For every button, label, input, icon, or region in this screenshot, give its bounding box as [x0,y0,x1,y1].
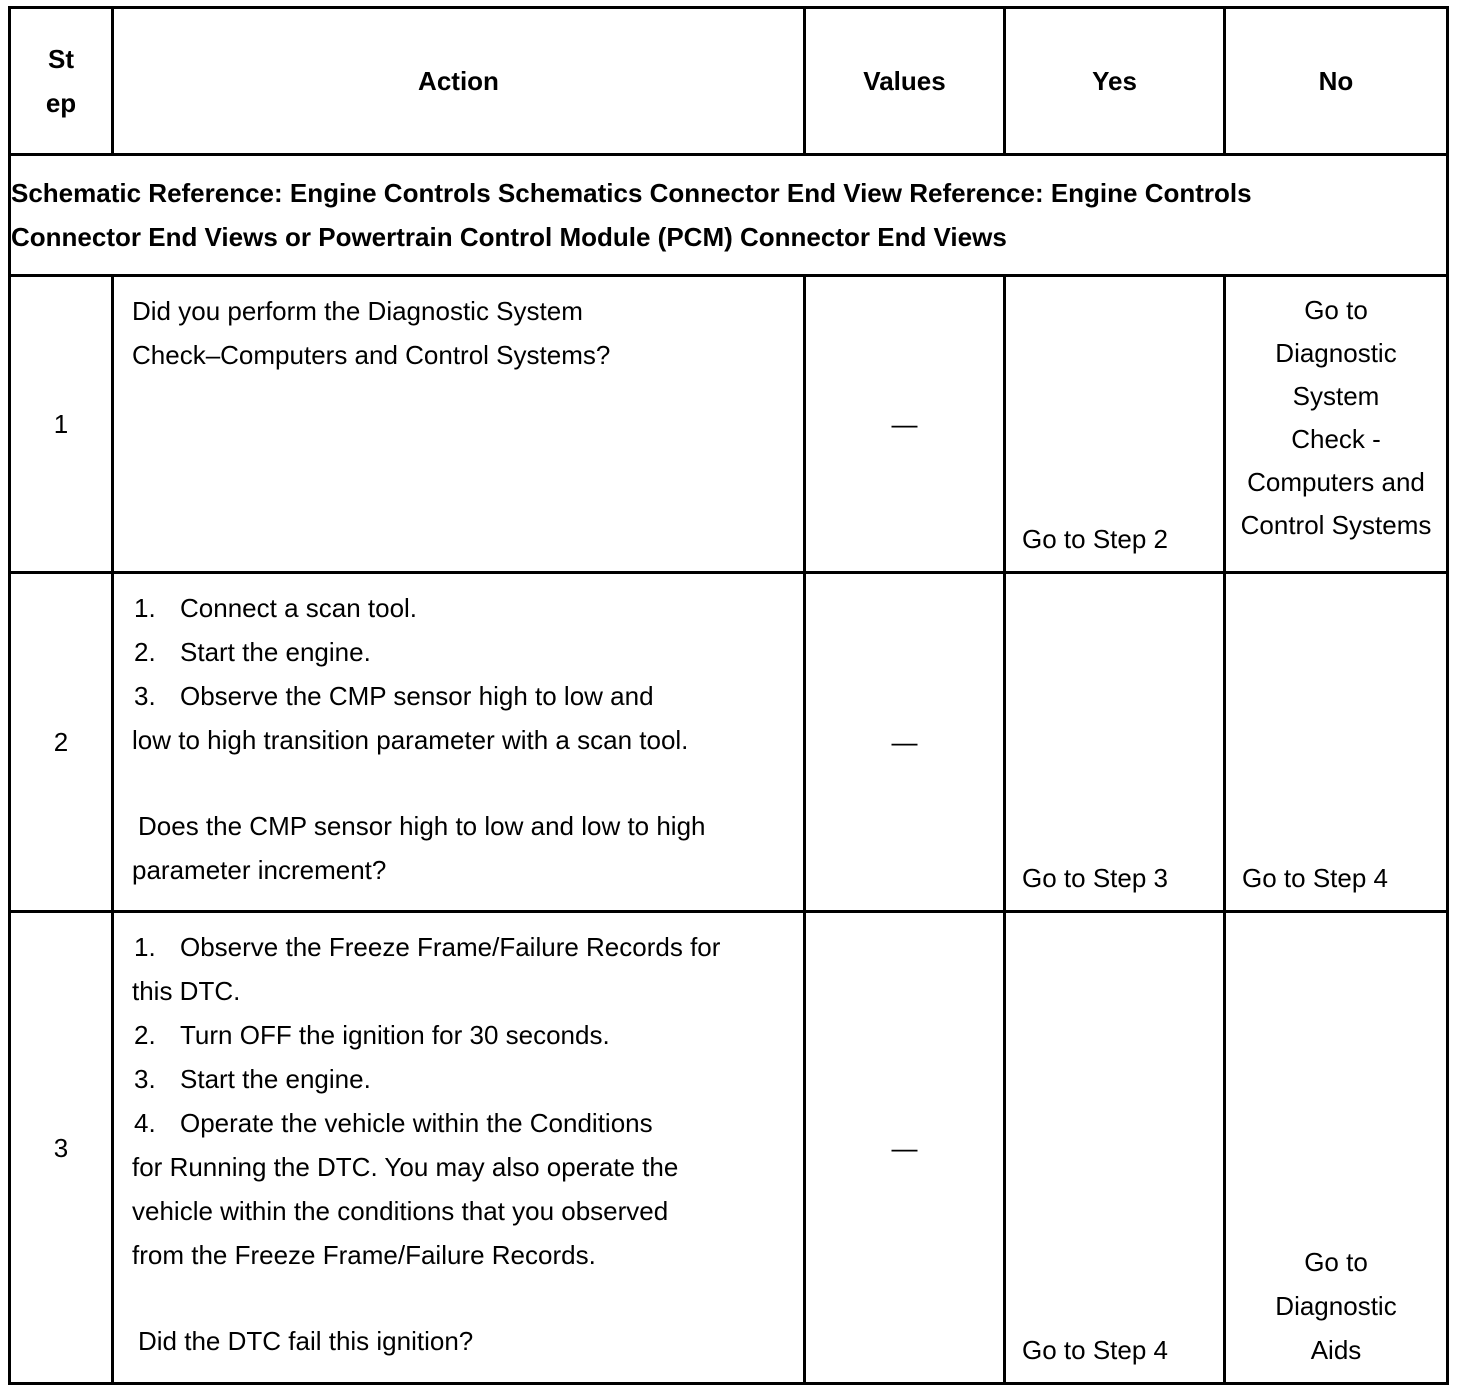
yes-cell [1005,912,1225,1384]
item-number: 3. [134,1064,156,1094]
item-number: 2. [134,637,156,667]
yes-cell [1005,573,1225,912]
no-line: System [1292,381,1380,411]
action-line: from the Freeze Frame/Failure Records. [132,1240,596,1270]
header-step-line: St [48,44,74,74]
action-item [132,1057,789,1101]
action-cell [113,573,805,912]
value-cell [805,276,1005,573]
schematic-reference [10,155,1448,276]
no-line: Aids [1310,1335,1362,1365]
reference-line: Connector End Views or Powertrain Control Module (PCM) Connector End Views [11,222,1007,252]
no-line: Control Systems [1240,510,1432,540]
no-cell [1225,276,1448,573]
header-step [10,8,113,155]
item-number: 2. [134,1020,156,1050]
action-line: this DTC. [132,976,241,1006]
item-text: Start the engine. [180,637,371,667]
spacer [132,762,789,804]
yes-link: Go to Step 2 [1022,524,1168,554]
item-text: Observe the CMP sensor high to low and [180,681,654,711]
no-line: Computers and [1247,467,1425,497]
question-line: Does the CMP sensor high to low and low to high [138,811,706,841]
item-text: Connect a scan tool. [180,593,418,623]
no-line: Check - [1291,424,1381,454]
header-step-line: ep [45,88,77,118]
yes-link: Go to Step 4 [1022,1335,1168,1365]
no-cell [1225,912,1448,1384]
item-text: Observe the Freeze Frame/Failure Records for [180,932,721,962]
action-cell [113,912,805,1384]
reference-row [10,155,1448,276]
item-number: 3. [134,681,156,711]
yes-cell [1005,276,1225,573]
value-dash: — [891,727,918,757]
no-line: Diagnostic [1275,1291,1397,1321]
action-item [132,1101,789,1145]
action-line: Did you perform the Diagnostic System [132,296,583,326]
value-dash: — [891,1132,918,1163]
item-text: Operate the vehicle within the Conditions [180,1108,653,1138]
value-dash: — [891,409,918,439]
action-line: Check–Computers and Control Systems? [132,340,611,370]
action-item [132,630,789,674]
header-values: Values [805,8,1005,155]
action-item [132,925,789,969]
no-line: Go to [1304,295,1368,325]
yes-link: Go to Step 3 [1022,863,1168,893]
spacer [132,1277,789,1319]
step-number: 1 [10,276,113,573]
action-line: for Running the DTC. You may also operate the [132,1152,679,1182]
item-number: 1. [134,593,156,623]
item-text: Start the engine. [180,1064,371,1094]
table-row-step-2 [10,573,1448,912]
action-item [132,1013,789,1057]
header-action: Action [113,8,805,155]
no-cell [1225,573,1448,912]
no-line: Diagnostic [1275,338,1397,368]
step-number: 3 [10,912,113,1384]
table-row-step-1 [10,276,1448,573]
header-row [10,8,1448,155]
value-cell [805,573,1005,912]
action-cell [113,276,805,573]
question-line: Did the DTC fail this ignition? [138,1326,474,1356]
value-cell [805,912,1005,1384]
action-line: low to high transition parameter with a scan tool. [132,725,689,755]
action-item [132,586,789,630]
item-number: 1. [134,932,156,962]
no-line: Go to [1304,1247,1368,1277]
item-number: 4. [134,1108,156,1138]
diagnostic-table [8,6,1449,1385]
step-number: 2 [10,573,113,912]
action-item [132,674,789,718]
action-line: vehicle within the conditions that you observed [132,1196,669,1226]
no-link: Go to Step 4 [1242,863,1388,893]
question-line: parameter increment? [132,855,387,885]
item-text: Turn OFF the ignition for 30 seconds. [180,1020,610,1050]
header-no: No [1225,8,1448,155]
reference-line: Schematic Reference: Engine Controls Schematics Connector End View Reference: Engine Controls [11,178,1252,208]
table-row-step-3 [10,912,1448,1384]
header-yes: Yes [1005,8,1225,155]
